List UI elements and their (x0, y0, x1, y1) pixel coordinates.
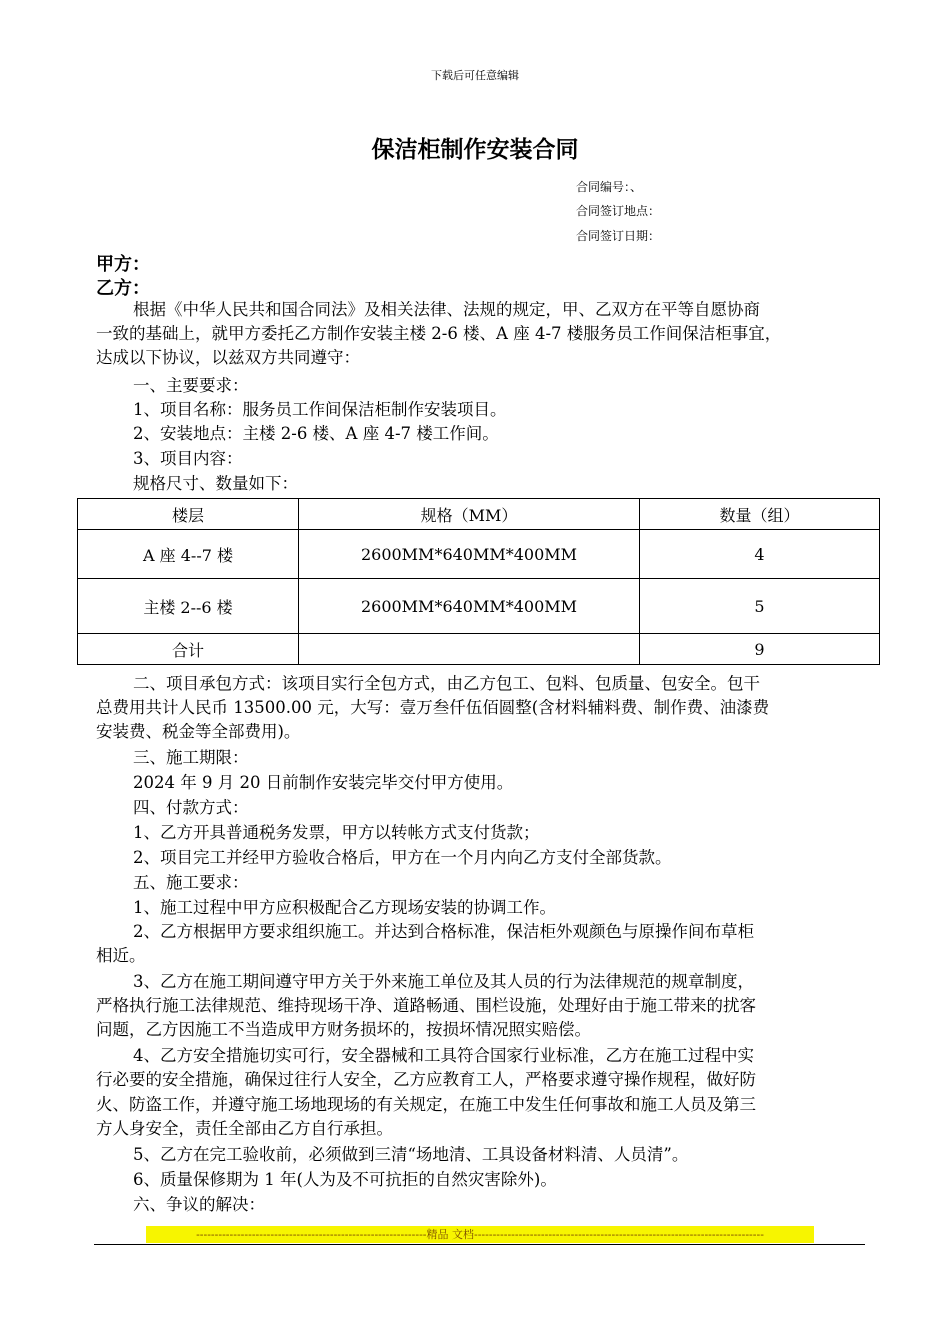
body-line: 行必要的安全措施，确保过往行人安全，乙方应教育工人，严格要求遵守操作规程，做好防 (96, 1070, 756, 1089)
section-heading: 四、付款方式： (133, 798, 249, 817)
body-line: 2、项目完工并经甲方验收合格后，甲方在一个月内向乙方支付全部货款。 (133, 848, 672, 867)
body-line: 方人身安全，责任全部由乙方自行承担。 (96, 1119, 393, 1138)
intro-line: 一致的基础上，就甲方委托乙方制作安装主楼 2-6 楼、A 座 4-7 楼服务员工作间保洁柜事宜， (96, 324, 782, 343)
signing-location: 合同签订地点： (576, 204, 661, 218)
section-line: 规格尺寸、数量如下： (133, 474, 298, 493)
table-cell: 9 (640, 634, 880, 665)
body-line: 1、乙方开具普通税务发票，甲方以转帐方式支付货款； (133, 823, 540, 842)
body-line: 2024 年 9 月 20 日前制作安装完毕交付甲方使用。 (133, 773, 514, 792)
section-line: 2、安装地点：主楼 2-6 楼、A 座 4-7 楼工作间。 (133, 424, 499, 443)
table-total-row (78, 634, 880, 665)
body-line: 问题，乙方因施工不当造成甲方财务损坏的，按损坏情况照实赔偿。 (96, 1020, 591, 1039)
body-line: 1、施工过程中甲方应积极配合乙方现场安装的协调工作。 (133, 898, 556, 917)
table-cell: 5 (640, 579, 880, 634)
section-line: 3、项目内容： (133, 449, 243, 468)
body-line: 6、质量保修期为 1 年(人为及不可抗拒的自然灾害除外)。 (133, 1170, 557, 1189)
document-title: 保洁柜制作安装合同 (371, 136, 579, 163)
section-heading: 一、主要要求： (133, 376, 249, 395)
table-cell: 2600MM*640MM*400MM (299, 530, 640, 579)
body-line: 严格执行施工法律规范、维持现场干净、道路畅通、围栏设施，处理好由于施工带来的扰客 (96, 996, 756, 1015)
table-cell (299, 634, 640, 665)
table-cell: A 座 4--7 楼 (78, 530, 299, 579)
signing-date: 合同签订日期： (576, 229, 661, 243)
section-heading: 三、施工期限： (133, 748, 249, 767)
table-cell: 合计 (78, 634, 299, 665)
body-line: 火、防盗工作，并遵守施工场地现场的有关规定，在施工中发生任何事故和施工人员及第三 (96, 1095, 756, 1114)
body-line: 总费用共计人民币 13500.00 元，大写：壹万叁仟伍佰圆整(含材料辅料费、制作费、油漆费 (96, 698, 770, 717)
table-cell: 2600MM*640MM*400MM (299, 579, 640, 634)
section-heading: 六、争议的解决： (133, 1195, 265, 1214)
table-header: 规格（MM） (299, 499, 640, 530)
body-line: 2、乙方根据甲方要求组织施工。并达到合格标准，保洁柜外观颜色与原操作间布草柜 (133, 922, 754, 941)
table-header-row (78, 499, 880, 530)
footer-banner: --------------------------------------------------------------精品 文档------------------------------------------------------------------------------ (146, 1226, 814, 1243)
table-row (78, 579, 880, 634)
intro-line: 根据《中华人民共和国合同法》及相关法律、法规的规定，甲、乙双方在平等自愿协商 (133, 300, 760, 319)
table-header: 数量（组） (640, 499, 880, 530)
body-line: 3、乙方在施工期间遵守甲方关于外来施工单位及其人员的行为法律规范的规章制度， (133, 972, 754, 991)
contract-number: 合同编号：、 (576, 180, 643, 194)
table-row (78, 530, 880, 579)
spec-table (77, 498, 880, 665)
header-note: 下载后可任意编辑 (431, 69, 519, 82)
table-header: 楼层 (78, 499, 299, 530)
section-heading: 五、施工要求： (133, 873, 249, 892)
section-line: 1、项目名称：服务员工作间保洁柜制作安装项目。 (133, 400, 507, 419)
body-line: 二、项目承包方式：该项目实行全包方式，由乙方包工、包料、包质量、包安全。包干 (133, 674, 760, 693)
table-cell: 4 (640, 530, 880, 579)
footer-divider (94, 1244, 865, 1245)
body-line: 4、乙方安全措施切实可行，安全器械和工具符合国家行业标准，乙方在施工过程中实 (133, 1046, 754, 1065)
party-b: 乙方： (96, 278, 150, 299)
body-line: 5、乙方在完工验收前，必须做到三清“场地清、工具设备材料清、人员清”。 (133, 1145, 689, 1164)
intro-line: 达成以下协议，以兹双方共同遵守： (96, 348, 360, 367)
body-line: 安装费、税金等全部费用)。 (96, 722, 301, 741)
body-line: 相近。 (96, 946, 146, 965)
table-cell: 主楼 2--6 楼 (78, 579, 299, 634)
party-a: 甲方： (96, 254, 150, 275)
